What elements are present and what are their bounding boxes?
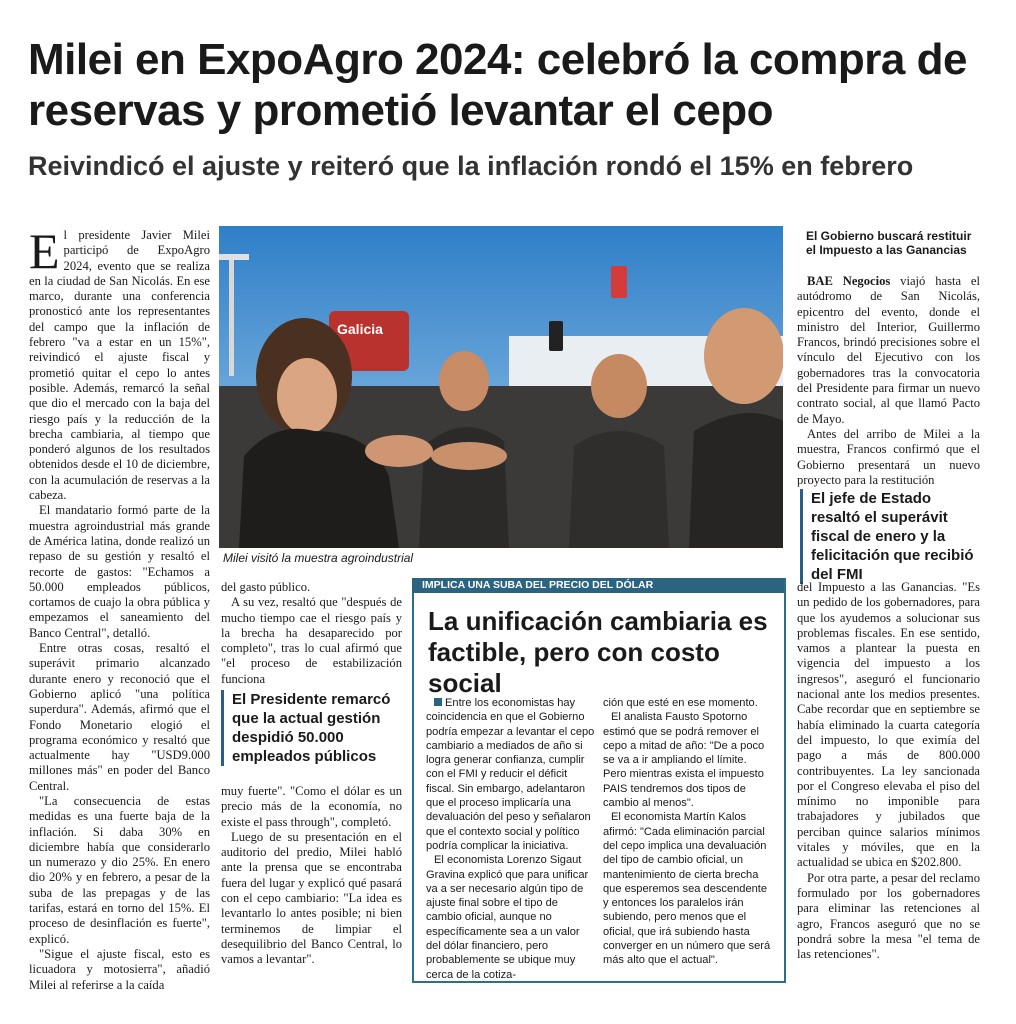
photo-caption: Milei visitó la muestra agroindustrial bbox=[223, 551, 414, 565]
paragraph-text: l presidente Javier Milei participó de ExpoAgro 2024, evento que se realiza en la ciudad de San Nicolás. En ese marco, durante una conferencia pronosticó ante los representantes del campo que la inflación de febrero "va a estar en un 15%", reivindicó el ajuste fiscal y prometió quitar el cepo lo antes posible. Además, remarcó la señal que dio el mercado con la baja del riesgo país y la reducción de la brecha cambiaria, al tiempo que ponderó algunos de los resultados obtenidos desde el 10 de diciembre, con la acumulación de reservas a la cabeza. bbox=[29, 228, 210, 503]
pull-quote-1: El Presidente remarcó que la actual gestión despidió 50.000 empleados públicos bbox=[221, 690, 398, 766]
boxed-article-column-2 bbox=[603, 696, 773, 968]
article-paragraph-1 bbox=[29, 223, 210, 503]
article-column-2-lower bbox=[221, 784, 402, 968]
sidebar-title: El Gobierno buscará restituir el Impuesto a las Ganancias bbox=[806, 229, 972, 257]
article-paragraph-5: "Sigue el ajuste fiscal, esto es licuadora y motosierra", añadió Milei al referirse a la caída bbox=[29, 946, 210, 992]
bullet-square-icon bbox=[434, 698, 442, 706]
sidebar-text-upper bbox=[797, 274, 980, 488]
sidebar-lead: BAE Negocios bbox=[807, 274, 891, 288]
article-paragraph-9: Luego de su presentación en el auditorio del predio, Milei habló ante la prensa que se encontraba fuera del lugar y explicó qué pasará con el cepo cambiario: "La idea es levantarlo lo antes posible; ni bien terminemos de limpiar el desequilibrio del Banco Central, lo vamos a levantar". bbox=[221, 829, 402, 967]
boxed-article-title: La unificación cambiaria es factible, pero con costo social bbox=[428, 606, 768, 698]
sidebar-paragraph-4: Por otra parte, a pesar del reclamo formulado por los gobernadores para eliminar las retenciones al agro, Francos aseguró que no se pondrá sobre la mesa "el tema de las retenciones". bbox=[797, 870, 980, 962]
article-paragraph-8: muy fuerte". "Como el dólar es un precio más de la economía, no existe el pass through", completó. bbox=[221, 784, 402, 829]
subheadline: Reivindicó el ajuste y reiteró que la inflación rondó el 15% en febrero bbox=[28, 151, 914, 181]
article-column-1 bbox=[29, 223, 210, 993]
boxed-paragraph-2: El economista Lorenzo Sigaut Gravina explicó que para unificar va a ser necesario algún tipo de ajuste final sobre el tipo de cambio oficial, aunque no específicamente sea a un valor del dólar financiero, pero probablemente se ubique muy cerca de la cotiza- bbox=[426, 854, 589, 981]
bank-sign: Galicia bbox=[337, 321, 383, 337]
boxed-paragraph-5: El economista Martín Kalos afirmó: "Cada eliminación parcial del cepo implica una devaluación del tipo de cambio oficial, un mantenimiento de cierta brecha que esperemos sea descendente y entonces los paralelos irán subiendo, pero menos que el oficial, que irá subiendo hasta converger en un número que será más alto que el actual". bbox=[603, 811, 771, 967]
sidebar-paragraph-1 bbox=[797, 274, 980, 427]
sidebar-paragraph-1-text: viajó hasta el autódromo de San Nicolás, epicentro del evento, donde el ministro del Interior, Guillermo Francos, brindó precisiones sobre el vínculo del Ejecutivo con los gobernadores tras la convocatoria del Presidente para firmar un nuevo contrato social, al que llamó Pacto de Mayo. bbox=[797, 274, 981, 426]
boxed-paragraph-3: ción que esté en ese momento. bbox=[603, 697, 758, 709]
article-paragraph-6: del gasto público. bbox=[221, 580, 311, 594]
article-paragraph-4: "La consecuencia de estas medidas es una fuerte baja de la inflación. Si daba 30% en diciembre había que considerarlo un numerazo y dio 25%. En enero dio 20% y en febrero, a pesar de la suba de las prepagas y de las tarifas, estará en torno del 15%. El proceso de desinflación es fuerte", explicó. bbox=[29, 793, 210, 946]
article-photo bbox=[219, 226, 783, 548]
boxed-article-column-1 bbox=[426, 696, 596, 982]
photo-illustration bbox=[219, 226, 783, 548]
headline: Milei en ExpoAgro 2024: celebró la compra de reservas y prometió levantar el cepo bbox=[28, 35, 967, 135]
boxed-article-kicker: IMPLICA UNA SUBA DEL PRECIO DEL DÓLAR bbox=[412, 578, 784, 593]
boxed-paragraph-1-text: Entre los economistas hay coincidencia en que el Gobierno podría empezar a levantar el cepo cambiario a mediados de año si logra generar confianza, cumplir con el FMI y reducir el déficit fiscal. Sin embargo, adelantaron que el proceso implicaría una devaluación del peso y señalaron que el contexto social y político podría complicar la iniciativa. bbox=[426, 697, 595, 852]
drop-cap: E bbox=[29, 223, 60, 279]
article-paragraph-3: Entre otras cosas, resaltó el superávit primario alcanzado durante enero y reconoció que el Gobierno aplicó "una política superdura". Además, afirmó que el Fondo Monetario elogió el programa económico y resaltó que actualmente hay "USD9.000 millones más" en poder del Banco Central. bbox=[29, 641, 210, 793]
sidebar-text-lower bbox=[797, 580, 980, 962]
boxed-paragraph-1 bbox=[426, 696, 596, 853]
article-paragraph-2: El mandatario formó parte de la muestra agroindustrial más grande de América latina, donde realizó un repaso de su gestión y resaltó el recorte de gastos: "Echamos a 50.000 empleados públicos, cortamos de cuajo la obra pública y empezamos el saneamiento del Banco Central", detalló. bbox=[29, 503, 210, 640]
boxed-paragraph-4: El analista Fausto Spotorno estimó que se podrá remover el cepo a mitad de año: "De a poco se va a ir ampliando el límite. Pero mientras exista el impuesto PAIS tendremos dos tipos de cambio al menos". bbox=[603, 711, 765, 810]
sidebar-paragraph-3: del Impuesto a las Ganancias. "Es un pedido de los gobernadores, para que los ayudemos a solucionar sus problemas fiscales. En ese sentido, vamos a plantear la puesta en vigencia del impuesto a los ingresos", aseguró el funcionario nacional ante los medios presentes. Cabe recordar que en septiembre se había eliminado la cuarta categoría del impuesto, lo que eximía del pago a más de 800.000 contribuyentes. La ley sancionada por el Congreso elevaba el piso del mínimo no imponible para trabajadores y jubilados que perciban quince salarios mínimos vitales y móviles, que en la actualidad se ubica en $202.800. bbox=[797, 580, 980, 870]
pull-quote-2: El jefe de Estado resaltó el superávit fiscal de enero y la felicitación que recibió del FMI bbox=[800, 489, 981, 584]
article-column-2 bbox=[221, 580, 402, 687]
sidebar-paragraph-2: Antes del arribo de Milei a la muestra, Francos confirmó que el Gobierno presentará un nuevo proyecto para la restitución bbox=[797, 426, 980, 487]
article-paragraph-7: A su vez, resaltó que "después de mucho tiempo cae el riesgo país y la brecha ha desaparecido por completo", tras lo cual afirmó que "el proceso de estabilización funciona bbox=[221, 595, 402, 686]
